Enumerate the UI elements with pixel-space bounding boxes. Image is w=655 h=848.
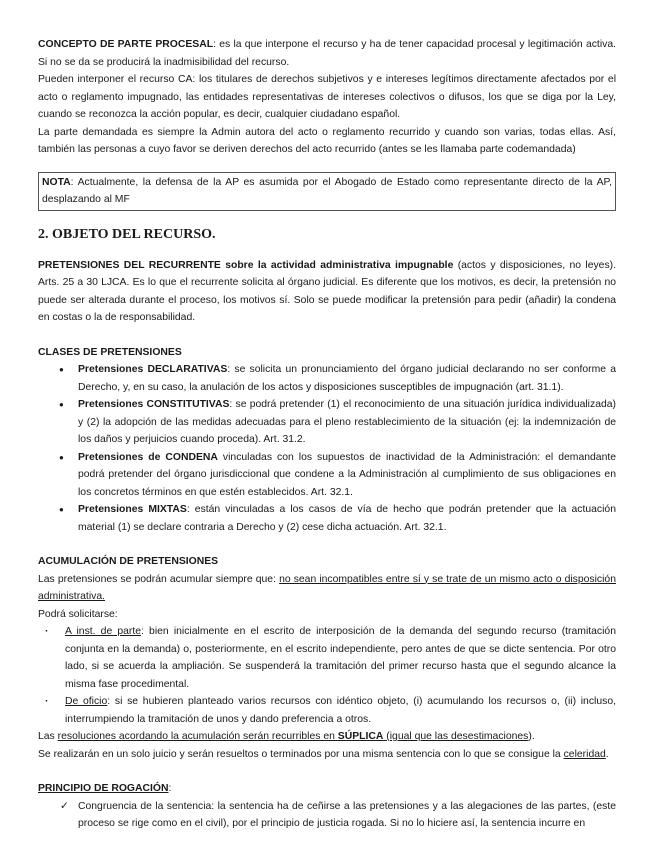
final-pre: Se realizarán en un solo juicio y serán resueltos o terminados por una misma sentencia con lo que se consigue la <box>38 748 564 760</box>
nota-box <box>38 172 616 211</box>
pretensiones-term: PRETENSIONES DEL RECURRENTE sobre la actividad administrativa impugnable <box>38 259 454 271</box>
concepto-definition: : es la que interpone el recurso y ha de tener capacidad procesal y legitimación activa. Si no se da se producirá la inadmisibilidad del recurso. <box>38 39 616 68</box>
principio-heading <box>38 780 616 798</box>
resoluciones-paragraph <box>38 728 616 746</box>
item-text: vinculadas con los supuestos de inactividad de la Administración: el demandante podrá pretender del órgano jurisdiccional que condene a la Administración al cumplimiento de sus obligaciones en los concretos términos en que estén establecidos. Art. 32.1. <box>78 451 617 498</box>
item-term: A inst. de parte <box>65 626 142 637</box>
item-text: : se podrá pretender (1) el reconocimiento de una situación jurídica individualizada) y (2) la adopción de las medidas adecuadas para el pleno restablecimiento de la situación (ej: la indemnización de los daños y perjuicios cuando proceda). Art. 31.2. <box>78 399 616 445</box>
acumulacion-intro <box>38 571 616 606</box>
intro-underlined: no sean incompatibles entre sí y se trate de un mismo acto o disposición administrativa. <box>38 573 616 602</box>
concepto-term: CONCEPTO DE PARTE PROCESAL <box>38 39 214 50</box>
item-term: De oficio <box>65 696 108 707</box>
nota-text: : Actualmente, la defensa de la AP es asumida por el Abogado de Estado como representante directo de la AP, desplazando al MF <box>42 176 612 205</box>
demandada-paragraph: La parte demandada es siempre la Admin autora del acto o reglamento recurrido y cuando son varias, todas ellas. Así, también las personas a cuyo favor se deriven derechos del acto recurrido (antes se les llamaba parte codemandada) <box>38 126 616 155</box>
document-page <box>38 36 616 833</box>
item-term: Pretensiones CONSTITUTIVAS <box>78 399 230 410</box>
nota-label: NOTA <box>42 176 71 188</box>
list-item: ✓ Congruencia de la sentencia: la sentencia ha de ceñirse a las pretensiones y a las alegaciones de las partes, (este proceso se rige como en el civil), por el principio de justicia rogada. Si no lo hiciere así, la sentencia incurre en <box>78 798 616 833</box>
list-item <box>78 361 616 396</box>
list-item <box>65 623 616 693</box>
item-text: : bien inicialmente en el escrito de interposición de la demanda del segundo recurso (tramitación conjunta en la demanda) o, posteriormente, en el escrito independiente, pero antes de que se dicte sentencia. Por otro lado, si se acuerda la ampliación. Se suspenderá la tramitación del primer recurso hasta que el segundo alcance la misma fase procedimental. <box>65 626 616 690</box>
acumulacion-heading: ACUMULACIÓN DE PRETENSIONES <box>38 556 219 567</box>
principio-title: PRINCIPIO DE ROGACIÓN <box>38 783 169 794</box>
intro-text: Las pretensiones se podrán acumular siempre que: <box>38 573 280 585</box>
resol-post: ). <box>528 731 535 742</box>
clases-list <box>38 361 616 536</box>
item-text: : están vinculadas a los casos de vía de hecho que podrán pretender que la actuación material (1) se declare contraria a Derecho y (2) cese dicha actuación. Art. 32.1. <box>78 504 616 533</box>
section-2-title: 2. OBJETO DEL RECURSO. <box>38 226 216 242</box>
item-term: Pretensiones DECLARATIVAS <box>78 364 228 375</box>
resol-underlined: resoluciones acordando la acumulación serán recurribles en <box>57 731 338 742</box>
list-item <box>78 501 616 536</box>
clases-heading: CLASES DE PRETENSIONES <box>38 346 182 358</box>
list-item <box>65 693 616 728</box>
pretensiones-paragraph <box>38 257 616 327</box>
principio-colon: : <box>168 783 172 794</box>
celeridad-paragraph <box>38 746 616 764</box>
final-underlined: celeridad <box>563 748 606 760</box>
item-term: Pretensiones MIXTAS <box>78 504 187 515</box>
legitimados-paragraph: Pueden interponer el recurso CA: los titulares de derechos subjetivos y e intereses legítimos directamente afectados por el acto o reglamento impugnado, las entidades representativas de intereses colectivos o difusos, los que se diga por la Ley, cuando se reconozca la acción popular, es decir, cualquier ciudadano español. <box>38 74 616 120</box>
podra-solicitarse: Podrá solicitarse: <box>38 608 118 620</box>
resol-pre: Las <box>38 731 58 742</box>
item-term: Pretensiones de CONDENA <box>78 451 218 463</box>
concepto-paragraph <box>38 36 616 71</box>
principio-list <box>38 798 616 833</box>
list-item <box>78 449 616 502</box>
list-item <box>78 396 616 449</box>
acumulacion-list <box>38 623 616 728</box>
item-text: : se solicita un pronunciamiento del órgano judicial declarando no ser conforme a Derecho, y, en su caso, la anulación de los actos y disposiciones susceptibles de impugnación (art. 31.1). <box>78 364 616 393</box>
final-post: . <box>605 748 609 760</box>
resol-suplica: SÚPLICA <box>337 731 384 742</box>
resol-underlined-2: (igual que las desestimaciones <box>383 731 529 742</box>
item-text: : si se hubieren planteado varios recursos con idéntico objeto, (i) acumulando los recursos o, (ii) incluso, interrumpiendo la tramitación de unos y dando preferencia a otros. <box>65 696 616 725</box>
pretensiones-text: (actos y disposiciones, no leyes). Arts. 25 a 30 LJCA. Es lo que el recurrente solicita al órgano judicial. Es diferente que los motivos, es decir, la pretensión no puede ser alterada durante el proceso, los motivos sí. Solo se puede modificar la pretensión para pedir (añadir) la condena en costas o la de responsabilidad. <box>38 259 616 323</box>
